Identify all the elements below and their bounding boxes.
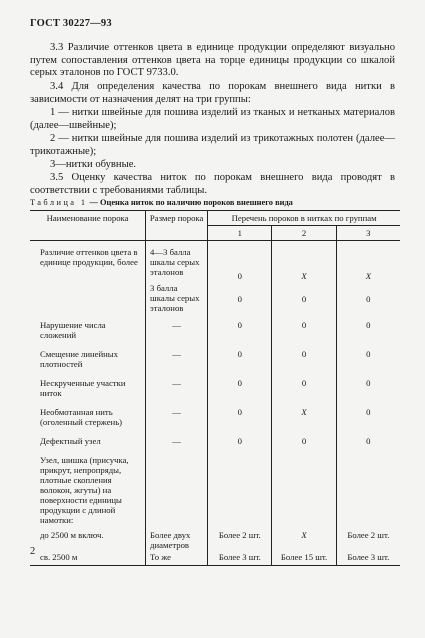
cell-group-3: Более 2 шт. [336,529,400,551]
cell-group-2 [272,246,336,282]
cell-group-3: 0 [336,319,400,348]
cell-group-2: 0 [272,348,336,377]
table-row [30,319,400,348]
cell-defect-name: Необмотанная нить (оголенный стержень) [40,407,123,427]
cell-defect-size: 4—3 балла шкалы серых эталонов [146,246,208,282]
cell-group-3: 0 [336,377,400,406]
cell-group-2: 0 [272,377,336,406]
cell-defect-size: — [146,319,208,348]
defects-table [30,210,400,566]
cell-group-2 [272,454,336,529]
paragraph-3-4: 3.4 Для определения качества по порокам внешнего вида нитки в зависимости от назначения делят на три группы: [30,81,395,105]
cell-group-2-value: X [301,271,307,281]
cell-group-1: 0 [208,377,272,406]
header-group-2: 2 [272,226,336,241]
table-row [30,529,400,551]
cell-defect-size: — [146,406,208,435]
table-row [30,246,400,282]
cell-group-3: 0 [336,348,400,377]
paragraph-3-3: 3.3 Различие оттенков цвета в единице продукции определяют визуально путем сопоставления оттенков цвета на торце единицы продукции со шкалой серых эталонов по ГОСТ 9733.0. [30,42,395,79]
cell-group-3: 0 [336,406,400,435]
cell-group-2: 0 [272,319,336,348]
cell-group-1: 0 [208,435,272,454]
cell-group-3: Более 3 шт. [336,551,400,566]
cell-group-2-value: X [301,530,307,540]
cell-defect-name: Узел, шишка (присучка, прикрут, непропряды, плотные скопления волокон, жгуты) на поверхности единицы продукции с длиной намотки: [40,455,129,525]
cell-group-1: 0 [208,319,272,348]
cell-defect-name: Смещение линейных плотностей [40,349,118,369]
cell-defect-name: Различие оттенков цвета в единице продукции, более [40,247,138,267]
cell-group-1: Более 3 шт. [208,551,272,566]
table-header-row [30,211,400,226]
cell-group-3 [336,454,400,529]
cell-group-2 [272,529,336,551]
header-defect-name: Наименование порока [30,211,146,241]
cell-defect-size: — [146,377,208,406]
list-item-group-2: 2 — нитки швейные для пошива изделий из трикотажных полотен (далее—трикотажные); [30,133,395,157]
cell-group-2 [272,406,336,435]
cell-defect-name: Нарушение числа сложений [40,320,106,340]
header-defect-size: Размер порока [146,211,208,241]
cell-group-1: 0 [208,246,272,282]
header-group-1: 1 [208,226,272,241]
cell-defect-size: — [146,435,208,454]
header-groups-title: Перечень пороков в нитках по группам [208,211,400,226]
table-row [30,454,400,529]
table-caption-title: — Оценка ниток по наличию пороков внешнего вида [89,198,293,207]
cell-defect-name: св. 2500 м [30,551,146,566]
cell-group-1: 0 [208,406,272,435]
cell-group-3: 0 [336,435,400,454]
cell-defect-name: до 2500 м включ. [40,530,104,540]
table-row [30,348,400,377]
table-row [30,551,400,566]
running-header: ГОСТ 30227—93 [30,18,112,29]
table-caption [30,198,293,207]
cell-group-3 [336,246,400,282]
list-item-group-3: 3—нитки обувные. [50,159,137,170]
list-item-group-1: 1 — нитки швейные для пошива изделий из тканых и нетканых материалов (далее—швейные); [30,107,395,131]
cell-group-1: 0 [208,282,272,314]
table-row [30,435,400,454]
cell-defect-name: Дефектный узел [40,436,101,446]
cell-group-1: 0 [208,348,272,377]
cell-defect-size: — [146,348,208,377]
table-row [30,406,400,435]
cell-group-3-value: X [365,271,371,281]
cell-defect-name: Нескрученные участки ниток [40,378,126,398]
cell-defect-size: То же [146,551,208,566]
table-row [30,377,400,406]
cell-group-2-value: X [301,407,307,417]
table-caption-prefix: Таблица 1 [30,198,88,207]
cell-group-2: 0 [272,435,336,454]
cell-defect-size: Более двух диаметров [146,529,208,551]
cell-group-3: 0 [336,282,400,314]
page-number: 2 [30,546,36,557]
cell-defect-size: 3 балла шкалы серых эталонов [146,282,208,314]
cell-group-1 [208,454,272,529]
cell-defect-size [146,454,208,529]
cell-group-2: Более 15 шт. [272,551,336,566]
cell-group-1: Более 2 шт. [208,529,272,551]
cell-group-2: 0 [272,282,336,314]
header-group-3: 3 [336,226,400,241]
paragraph-3-5: 3.5 Оценку качества ниток по порокам внешнего вида проводят в соответствии с требованиями таблицы. [30,172,395,196]
